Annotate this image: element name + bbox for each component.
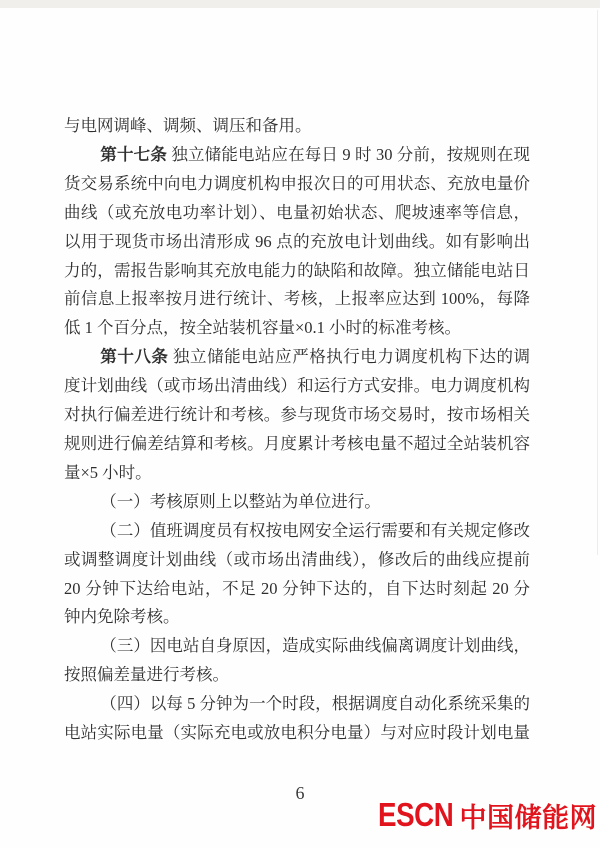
document-line: （二）值班调度员有权按电网安全运行需要和有关规定修改 — [100, 520, 530, 540]
document-line: 货交易系统中向电力调度机构申报次日的可用状态、充放电量价 — [64, 173, 530, 193]
document-line: 规则进行偏差结算和考核。月度累计考核电量不超过全站装机容 — [64, 433, 530, 453]
document-line: 度计划曲线（或市场出清曲线）和运行方式安排。电力调度机构 — [64, 376, 530, 396]
document-line — [64, 343, 530, 372]
document-line: 量×5 小时。 — [64, 462, 152, 482]
document-line: 按照偏差量进行考核。 — [64, 665, 229, 685]
line-text: 独立储能电站应在每日 9 时 30 分前，按规则在现 — [167, 144, 531, 164]
scan-top-edge — [0, 0, 600, 8]
document-line: 电站实际电量（实际充电或放电积分电量）与对应时段计划电量 — [64, 723, 530, 743]
logo-cjk-text: 中国储能网 — [459, 802, 597, 833]
document-line: 钟内免除考核。 — [64, 607, 180, 627]
document-line: 前信息上报率按月进行统计、考核，上报率应达到 100%，每降 — [64, 289, 530, 309]
document-line — [64, 141, 530, 170]
document-line: （三）因电站自身原因，造成实际曲线偏离调度计划曲线， — [100, 636, 530, 656]
scan-right-edge — [597, 10, 598, 555]
document-line: 对执行偏差进行统计和考核。参与现货市场交易时，按市场相关 — [64, 405, 530, 425]
document-line: 低 1 个百分点，按全站装机容量×0.1 小时的标准考核。 — [64, 318, 462, 338]
logo-latin-wrap — [378, 796, 455, 834]
document-line: （四）以每 5 分钟为一个时段，根据调度自动化系统采集的 — [100, 694, 530, 714]
article-number: 第十八条 — [100, 347, 169, 367]
line-text: 独立储能电站应严格执行电力调度机构下达的调 — [168, 347, 531, 367]
page-number: 6 — [295, 783, 305, 803]
document-line: 20 分钟下达给电站，不足 20 分钟下达的，自下达时刻起 20 分 — [64, 578, 530, 598]
document-text — [64, 112, 530, 748]
document-line: 或调整调度计划曲线（或市场出清曲线），修改后的曲线应提前 — [64, 549, 530, 569]
document-line: 曲线（或充放电功率计划）、电量初始状态、爬坡速率等信息， — [64, 202, 530, 222]
document-line: 以用于现货市场出清形成 96 点的充放电计划曲线。如有影响出 — [64, 231, 530, 251]
logo-latin-text: ESCN — [377, 796, 453, 833]
document-line: 与电网调峰、调频、调压和备用。 — [64, 116, 312, 135]
document-line: 力的，需报告影响其充放电能力的缺陷和故障。独立储能电站日 — [64, 260, 530, 280]
escn-logo — [378, 798, 598, 832]
article-number: 第十七条 — [100, 144, 168, 164]
document-line: （一）考核原则上以整站为单位进行。 — [100, 491, 381, 511]
